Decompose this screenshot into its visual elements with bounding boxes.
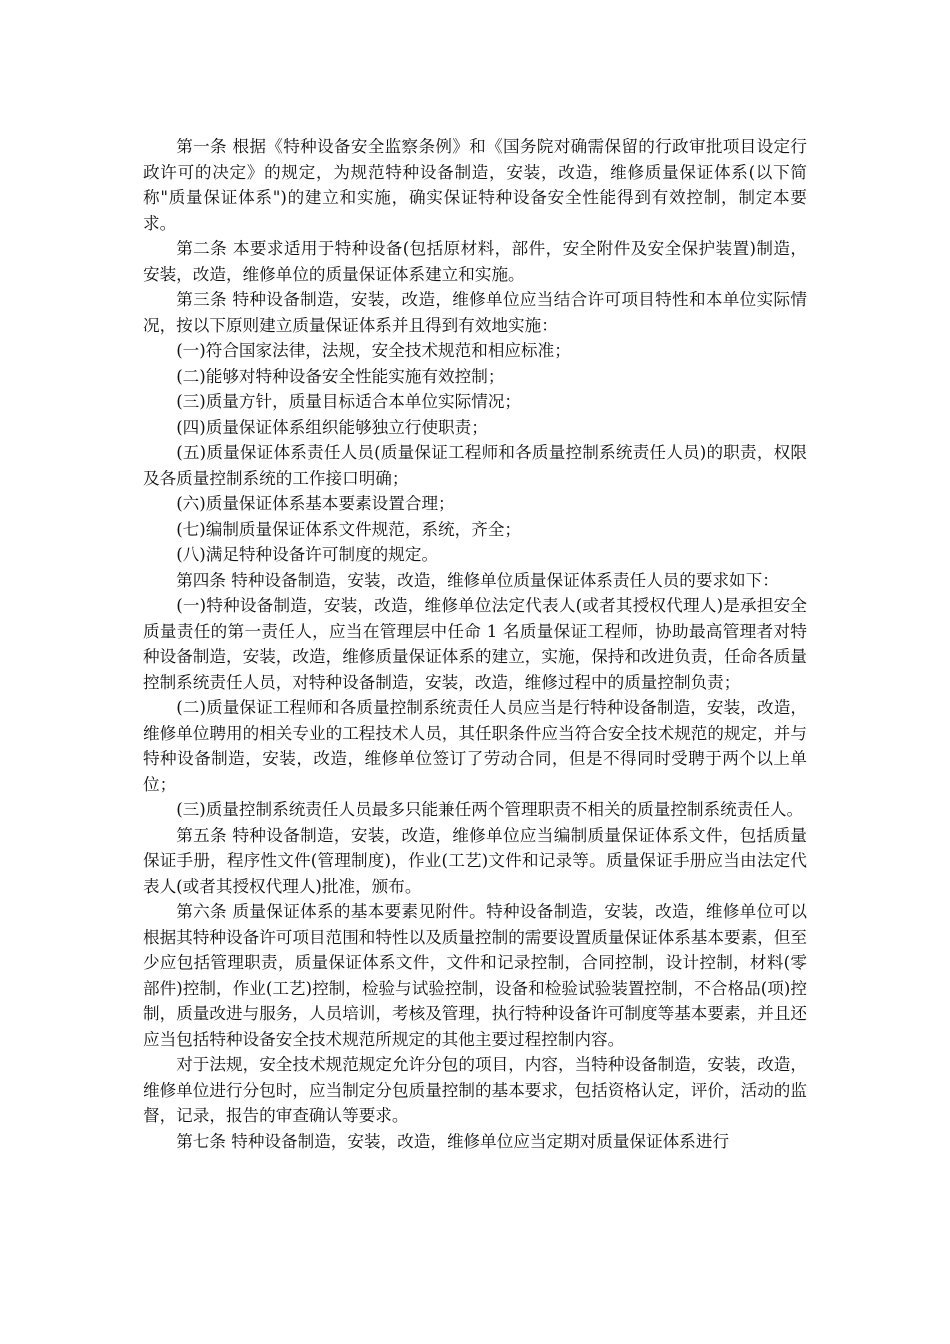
list-item: (六)质量保证体系基本要素设置合理； [176,494,455,513]
article-6: 第六条 质量保证体系的基本要素见附件。特种设备制造，安装，改造，维修单位可以根据其特种设备许可项目范围和特性以及质量控制的需要设置质量保证体系基本要素，但至少应包括管理职责，质量保证体系文件，文件和记录控制，合同控制，设计控制，材料(零部件)控制，作业(工艺)控制，检验与试验控制，设备和检验试验装置控制，不合格品(项)控制，质量改进与服务，人员培训，考核及管理，执行特种设备许可制度等基本要素，并且还应当包括特种设备安全技术规范所规定的其他主要过程控制内容。 [143,902,807,1049]
document-body [143,134,807,1154]
list-item: (一)符合国家法律，法规，安全技术规范和相应标准； [176,341,571,360]
list-item: (二)质量保证工程师和各质量控制系统责任人员应当是行特种设备制造，安装，改造，维修单位聘用的相关专业的工程技术人员，其任职条件应当符合安全技术规范的规定，并与特种设备制造，安装，改造，维修单位签订了劳动合同，但是不得同时受聘于两个以上单位； [143,698,807,794]
article-7: 第七条 特种设备制造，安装，改造，维修单位应当定期对质量保证体系进行 [176,1131,730,1151]
list-item: (一)特种设备制造，安装，改造，维修单位法定代表人(或者其授权代理人)是承担安全质量责任的第一责任人，应当在管理层中任命 1 名质量保证工程师，协助最高管理者对特种设备制造，安装，改造，维修质量保证体系的建立，实施，保持和改进负责，任命各质量控制系统责任人员，对特种设备制造，安装，改造，维修过程中的质量控制负责； [143,596,807,692]
article-4: 第四条 特种设备制造，安装，改造，维修单位质量保证体系责任人员的要求如下： [176,570,779,590]
list-item: (四)质量保证体系组织能够独立行使职责； [176,417,488,437]
article-5: 第五条 特种设备制造，安装，改造，维修单位应当编制质量保证体系文件，包括质量保证手册，程序性文件(管理制度)，作业(工艺)文件和记录等。质量保证手册应当由法定代表人(或者其授权代理人)批准，颁布。 [143,825,807,896]
list-item: (三)质量控制系统责任人员最多只能兼任两个管理职责不相关的质量控制系统责任人。 [176,800,804,819]
list-item: (七)编制质量保证体系文件规范，系统，齐全； [176,519,522,539]
article-2: 第二条 本要求适用于特种设备(包括原材料，部件，安全附件及安全保护装置)制造，安装，改造，维修单位的质量保证体系建立和实施。 [143,239,807,284]
list-item: (八)满足特种设备许可制度的规定。 [176,545,439,564]
article-3: 第三条 特种设备制造，安装，改造，维修单位应当结合许可项目特性和本单位实际情况，按以下原则建立质量保证体系并且得到有效地实施： [143,290,807,335]
list-item: (二)能够对特种设备安全性能实施有效控制； [176,366,505,386]
list-item: (五)质量保证体系责任人员(质量保证工程师和各质量控制系统责任人员)的职责，权限及各质量控制系统的工作接口明确； [143,443,807,488]
paragraph: 对于法规，安全技术规范规定允许分包的项目，内容，当特种设备制造，安装，改造，维修单位进行分包时，应当制定分包质量控制的基本要求，包括资格认定，评价，活动的监督，记录，报告的审查确认等要求。 [143,1055,807,1125]
article-1: 第一条 根据《特种设备安全监察条例》和《国务院对确需保留的行政审批项目设定行政许可的决定》的规定，为规范特种设备制造，安装，改造，维修质量保证体系(以下简称"质量保证体系")的建立和实施，确实保证特种设备安全性能得到有效控制，制定本要求。 [143,137,807,233]
list-item: (三)质量方针，质量目标适合本单位实际情况； [176,392,522,411]
